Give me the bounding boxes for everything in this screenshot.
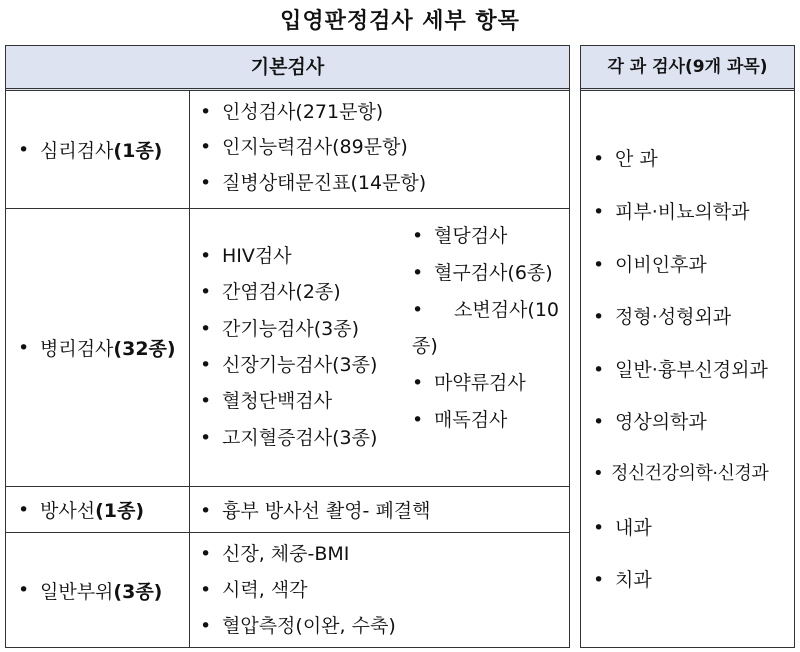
list-item: • 고지혈증검사(3종) bbox=[200, 427, 378, 449]
department-item: • 이비인후과 bbox=[593, 254, 707, 276]
department-item: • 영상의학과 bbox=[593, 411, 707, 433]
list-item: • 소변검사(10 bbox=[412, 299, 560, 321]
list-item: • 혈구검사(6종) bbox=[412, 262, 553, 284]
category-label: 일반부위 bbox=[40, 580, 114, 603]
department-item: • 내과 bbox=[593, 517, 652, 539]
table-row bbox=[6, 91, 569, 209]
category-label: 심리검사 bbox=[40, 140, 114, 162]
department-item: • 치과 bbox=[593, 569, 652, 591]
category-count: (1종) bbox=[95, 500, 145, 522]
category-count: (32종) bbox=[113, 338, 176, 360]
department-item: • 안 과 bbox=[593, 148, 658, 170]
bullet-icon: • bbox=[18, 138, 30, 161]
category-count: (1종) bbox=[113, 140, 163, 162]
department-item: • 정형·성형외과 bbox=[593, 306, 732, 328]
list-item: • 혈압측정(이완, 수축) bbox=[200, 615, 396, 637]
list-item: • 인성검사(271문항) bbox=[200, 101, 384, 123]
list-item: • 시력, 색각 bbox=[200, 579, 308, 601]
items-cell bbox=[190, 91, 569, 208]
items-cell bbox=[190, 533, 569, 647]
page-title: 입영판정검사 세부 항목 bbox=[280, 9, 520, 34]
table-row bbox=[6, 487, 569, 533]
bullet-icon: • bbox=[18, 498, 30, 521]
department-exam-header: 각 과 검사(9개 과목) bbox=[581, 46, 794, 91]
category-cell bbox=[6, 209, 190, 486]
department-item: • 정신건강의학·신경과 bbox=[593, 463, 769, 484]
category-cell bbox=[6, 533, 190, 647]
list-item: • 인지능력검사(89문항) bbox=[200, 136, 408, 158]
list-item: • 흉부 방사선 촬영- 폐결핵 bbox=[200, 500, 431, 522]
list-item: • 간기능검사(3종) bbox=[200, 318, 360, 340]
list-item: • 혈청단백검사 bbox=[200, 390, 333, 412]
table-row bbox=[6, 533, 569, 647]
list-item: • 매독검사 bbox=[412, 409, 508, 431]
bullet-icon: • bbox=[18, 579, 30, 601]
list-item: • HIV검사 bbox=[200, 245, 292, 267]
category-count: (3종) bbox=[113, 580, 163, 603]
list-item: • 질병상태문진표(14문항) bbox=[200, 172, 427, 194]
category-label: 방사선 bbox=[40, 500, 96, 522]
list-item-continuation: 종) bbox=[412, 335, 438, 357]
list-item: • 신장, 체중-BMI bbox=[200, 543, 350, 565]
list-item: • 마약류검사 bbox=[412, 372, 526, 394]
category-label: 병리검사 bbox=[40, 338, 114, 360]
department-item: • 피부·비뇨의학과 bbox=[593, 201, 750, 223]
items-cell bbox=[190, 209, 569, 486]
category-cell bbox=[6, 487, 190, 532]
bullet-icon: • bbox=[18, 336, 30, 359]
department-exam-table bbox=[580, 45, 795, 648]
list-item: • 신장기능검사(3종) bbox=[200, 354, 378, 376]
category-cell bbox=[6, 91, 190, 208]
items-cell bbox=[190, 487, 569, 532]
department-item: • 일반·흉부신경외과 bbox=[593, 359, 768, 381]
basic-exam-table bbox=[5, 45, 570, 648]
list-item: • 혈당검사 bbox=[412, 225, 508, 247]
basic-exam-header: 기본검사 bbox=[6, 46, 569, 91]
list-item: • 간염검사(2종) bbox=[200, 281, 341, 303]
table-row bbox=[6, 209, 569, 487]
